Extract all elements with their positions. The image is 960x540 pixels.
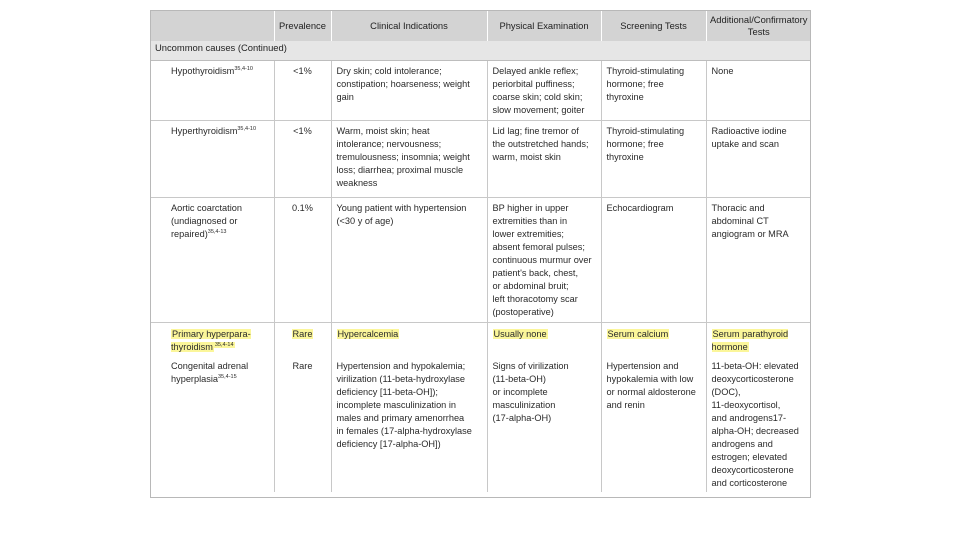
- cause-name: Congenital adrenal hyperplasia: [171, 361, 249, 384]
- physical-cell: Signs of virilization (11-beta-OH) or incomplete masculinization (17-alpha-OH): [487, 356, 601, 492]
- cause-cell: [151, 356, 274, 492]
- cause-name: Hyperthyroidism: [171, 126, 238, 136]
- cause-name: Primary hyperpara- thyroidism: [171, 329, 251, 352]
- confirmatory-cell: Thoracic and abdominal CT angiogram or MRA: [706, 198, 811, 323]
- clinical-cell: Hypertension and hypokalemia; virilization (11-beta-hydroxylase deficiency [11-beta-OH]); incomplete masculinization in males and primary amenorrhea in females (17-alpha-hydroxylase deficiency [17-alpha-OH]): [331, 356, 487, 492]
- cause-ref: 35,4-15: [218, 374, 237, 380]
- cause-cell: [151, 121, 274, 198]
- cause-cell: [151, 61, 274, 121]
- prevalence-cell: Rare: [274, 356, 331, 492]
- screening-cell: Hypertension and hypokalemia with low or normal aldosterone and renin: [601, 356, 706, 492]
- screening-cell: Thyroid-stimulating hormone; free thyroxine: [601, 121, 706, 198]
- prevalence-cell: [274, 323, 331, 357]
- clinical-cell: Young patient with hypertension (<30 y of age): [331, 198, 487, 323]
- cause-ref: 35,4-13: [207, 229, 227, 235]
- cause-cell: [151, 323, 274, 357]
- header-physical-examination: Physical Examination: [487, 11, 601, 41]
- screening-value: Serum calcium: [607, 329, 669, 339]
- header-prevalence: Prevalence: [274, 11, 331, 41]
- causes-table: [150, 10, 811, 498]
- confirmatory-cell: 11-beta-OH: elevated deoxycorticosterone (DOC), 11-deoxycortisol, and androgens17- alpha-OH; decreased androgens and estrogen; elevated deoxycorticosterone and corticosterone: [706, 356, 811, 492]
- confirmatory-cell: Radioactive iodine uptake and scan: [706, 121, 811, 198]
- table-row: [151, 198, 811, 323]
- cause-cell: [151, 198, 274, 323]
- cause-ref: 35,4-10: [237, 126, 257, 132]
- screening-cell: [601, 323, 706, 357]
- header-cause: [151, 11, 274, 41]
- table-row: [151, 121, 811, 198]
- cause-name: Aortic coarctation (undiagnosed or repaired): [171, 203, 242, 239]
- header-confirmatory-tests: Additional/Confirmatory Tests: [706, 11, 811, 41]
- section-row: [151, 41, 811, 61]
- physical-cell: Lid lag; fine tremor of the outstretched hands; warm, moist skin: [487, 121, 601, 198]
- table-row-highlighted: [151, 323, 811, 357]
- clinical-value: Hypercalcemia: [337, 329, 399, 339]
- physical-cell: BP higher in upper extremities than in lower extremities; absent femoral pulses; continuous murmur over patient's back, chest, or abdominal bruit; left thoracotomy scar (postoperative): [487, 198, 601, 323]
- section-title: Uncommon causes (Continued): [151, 41, 811, 61]
- physical-value: Usually none: [493, 329, 547, 339]
- confirmatory-cell: None: [706, 61, 811, 121]
- confirmatory-cell: [706, 323, 811, 357]
- header-screening-tests: Screening Tests: [601, 11, 706, 41]
- cause-ref: 35,4-10: [234, 66, 253, 72]
- prevalence-cell: <1%: [274, 121, 331, 198]
- clinical-cell: Warm, moist skin; heat intolerance; nervousness; tremulousness; insomnia; weight loss; diarrhea; proximal muscle weakness: [331, 121, 487, 198]
- screening-cell: Echocardiogram: [601, 198, 706, 323]
- clinical-cell: Dry skin; cold intolerance; constipation; hoarseness; weight gain: [331, 61, 487, 121]
- prevalence-cell: <1%: [274, 61, 331, 121]
- screening-cell: Thyroid-stimulating hormone; free thyroxine: [601, 61, 706, 121]
- prevalence-value: Rare: [292, 329, 313, 339]
- table-row: [151, 61, 811, 121]
- table-row: [151, 356, 811, 492]
- physical-cell: Delayed ankle reflex; periorbital puffiness; coarse skin; cold skin; slow movement; goiter: [487, 61, 601, 121]
- cause-name: Hypothyroidism: [171, 66, 235, 76]
- prevalence-cell: 0.1%: [274, 198, 331, 323]
- table-header-row: [151, 11, 811, 41]
- confirmatory-value: Serum parathyroid hormone: [711, 329, 789, 352]
- header-clinical-indications: Clinical Indications: [331, 11, 487, 41]
- physical-cell: [487, 323, 601, 357]
- clinical-cell: [331, 323, 487, 357]
- cause-ref: 35,4-14: [214, 342, 234, 348]
